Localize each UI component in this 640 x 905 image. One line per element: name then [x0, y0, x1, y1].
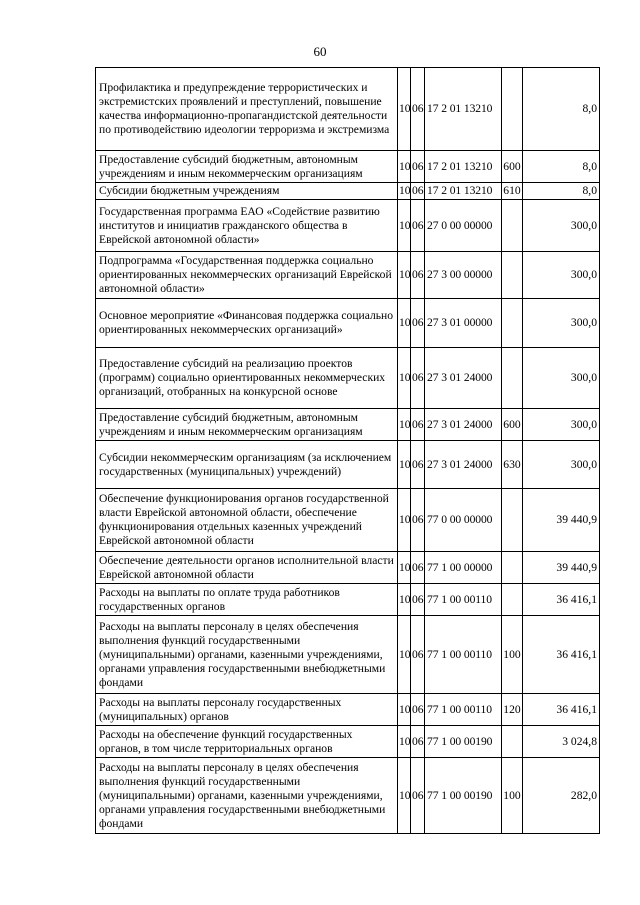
row-csr: 17 2 01 13210	[425, 68, 502, 151]
table-row	[96, 299, 600, 348]
table-row	[96, 200, 600, 252]
row-vr	[502, 584, 523, 616]
row-name: Субсидии бюджетным учреждениям	[96, 183, 398, 200]
row-csr: 77 1 00 00110	[425, 616, 502, 694]
row-rz: 10	[398, 151, 411, 183]
row-name: Обеспечение функционирования органов государственной власти Еврейской автономной области, обеспечение функционирования отдельных казенных учреждений Еврейской автономной области	[96, 489, 398, 552]
row-name: Обеспечение деятельности органов исполнительной власти Еврейской автономной области	[96, 552, 398, 584]
row-vr: 610	[502, 183, 523, 200]
row-rz: 10	[398, 299, 411, 348]
table-row	[96, 252, 600, 299]
row-name: Предоставление субсидий бюджетным, автономным учреждениям и иным некоммерческим организациям	[96, 409, 398, 441]
row-sum: 39 440,9	[523, 489, 600, 552]
row-rz: 10	[398, 183, 411, 200]
row-csr: 27 3 00 00000	[425, 252, 502, 299]
row-sum: 36 416,1	[523, 694, 600, 726]
row-rz: 10	[398, 441, 411, 489]
row-name: Расходы на выплаты персоналу государственных (муниципальных) органов	[96, 694, 398, 726]
table-row	[96, 151, 600, 183]
row-sum: 282,0	[523, 758, 600, 834]
row-pr: 06	[411, 348, 425, 409]
row-vr: 100	[502, 616, 523, 694]
row-pr: 06	[411, 200, 425, 252]
row-rz: 10	[398, 726, 411, 758]
row-pr: 06	[411, 151, 425, 183]
row-name: Предоставление субсидий на реализацию проектов (программ) социально ориентированных некоммерческих организаций, отобранных на конкурсной основе	[96, 348, 398, 409]
row-csr: 77 1 00 00000	[425, 552, 502, 584]
row-pr: 06	[411, 489, 425, 552]
row-sum: 300,0	[523, 348, 600, 409]
table-row	[96, 694, 600, 726]
budget-table-body	[96, 68, 600, 834]
table-row	[96, 183, 600, 200]
row-vr	[502, 200, 523, 252]
row-vr	[502, 489, 523, 552]
row-sum: 36 416,1	[523, 584, 600, 616]
row-vr	[502, 348, 523, 409]
table-row	[96, 348, 600, 409]
row-rz: 10	[398, 616, 411, 694]
row-sum: 8,0	[523, 68, 600, 151]
row-sum: 8,0	[523, 183, 600, 200]
row-rz: 10	[398, 489, 411, 552]
row-vr	[502, 552, 523, 584]
row-pr: 06	[411, 552, 425, 584]
row-name: Расходы на выплаты по оплате труда работников государственных органов	[96, 584, 398, 616]
row-vr	[502, 726, 523, 758]
row-vr	[502, 252, 523, 299]
row-pr: 06	[411, 616, 425, 694]
row-vr: 600	[502, 151, 523, 183]
row-vr: 600	[502, 409, 523, 441]
row-vr: 120	[502, 694, 523, 726]
row-sum: 3 024,8	[523, 726, 600, 758]
row-pr: 06	[411, 726, 425, 758]
row-rz: 10	[398, 348, 411, 409]
row-name: Расходы на выплаты персоналу в целях обеспечения выполнения функций государственными (муниципальными) органами, казенными учреждениями, органами управления государственными внебюджетными фондами	[96, 616, 398, 694]
row-pr: 06	[411, 299, 425, 348]
row-sum: 300,0	[523, 409, 600, 441]
row-rz: 10	[398, 409, 411, 441]
row-rz: 10	[398, 584, 411, 616]
row-csr: 27 3 01 24000	[425, 441, 502, 489]
budget-table	[95, 67, 600, 834]
row-rz: 10	[398, 694, 411, 726]
row-name: Государственная программа ЕАО «Содействие развитию институтов и инициатив гражданского общества в Еврейской автономной области»	[96, 200, 398, 252]
row-name: Расходы на выплаты персоналу в целях обеспечения выполнения функций государственными (муниципальными) органами, казенными учреждениями, органами управления государственными внебюджетными фондами	[96, 758, 398, 834]
row-csr: 77 1 00 00190	[425, 758, 502, 834]
row-vr: 630	[502, 441, 523, 489]
row-csr: 27 3 01 00000	[425, 299, 502, 348]
row-name: Основное мероприятие «Финансовая поддержка социально ориентированных некоммерческих организаций»	[96, 299, 398, 348]
row-csr: 77 1 00 00110	[425, 694, 502, 726]
row-rz: 10	[398, 252, 411, 299]
row-csr: 27 3 01 24000	[425, 409, 502, 441]
row-vr	[502, 299, 523, 348]
table-row	[96, 726, 600, 758]
table-row	[96, 409, 600, 441]
table-row	[96, 68, 600, 151]
row-rz: 10	[398, 200, 411, 252]
row-csr: 17 2 01 13210	[425, 151, 502, 183]
row-rz: 10	[398, 68, 411, 151]
table-row	[96, 616, 600, 694]
row-rz: 10	[398, 758, 411, 834]
row-rz: 10	[398, 552, 411, 584]
row-name: Расходы на обеспечение функций государственных органов, в том числе территориальных органов	[96, 726, 398, 758]
row-pr: 06	[411, 694, 425, 726]
table-row	[96, 489, 600, 552]
row-name: Подпрограмма «Государственная поддержка социально ориентированных некоммерческих организаций Еврейской автономной области»	[96, 252, 398, 299]
row-pr: 06	[411, 68, 425, 151]
row-csr: 77 1 00 00190	[425, 726, 502, 758]
row-sum: 300,0	[523, 299, 600, 348]
table-row	[96, 441, 600, 489]
row-csr: 27 3 01 24000	[425, 348, 502, 409]
row-name: Профилактика и предупреждение террористических и экстремистских проявлений и преступлений, повышение качества информационно-пропагандистской деятельности по противодействию идеологии терроризма и экстремизма	[96, 68, 398, 151]
row-csr: 27 0 00 00000	[425, 200, 502, 252]
row-csr: 77 0 00 00000	[425, 489, 502, 552]
row-pr: 06	[411, 441, 425, 489]
row-sum: 300,0	[523, 252, 600, 299]
row-sum: 300,0	[523, 200, 600, 252]
row-pr: 06	[411, 183, 425, 200]
row-sum: 300,0	[523, 441, 600, 489]
row-sum: 39 440,9	[523, 552, 600, 584]
row-csr: 17 2 01 13210	[425, 183, 502, 200]
row-pr: 06	[411, 252, 425, 299]
row-sum: 8,0	[523, 151, 600, 183]
row-vr	[502, 68, 523, 151]
table-row	[96, 552, 600, 584]
row-name: Предоставление субсидий бюджетным, автономным учреждениям и иным некоммерческим организациям	[96, 151, 398, 183]
row-name: Субсидии некоммерческим организациям (за исключением государственных (муниципальных) учреждений)	[96, 441, 398, 489]
row-vr: 100	[502, 758, 523, 834]
row-csr: 77 1 00 00110	[425, 584, 502, 616]
page-number: 60	[313, 44, 327, 59]
row-pr: 06	[411, 409, 425, 441]
row-pr: 06	[411, 758, 425, 834]
row-sum: 36 416,1	[523, 616, 600, 694]
row-pr: 06	[411, 584, 425, 616]
table-row	[96, 758, 600, 834]
table-row	[96, 584, 600, 616]
